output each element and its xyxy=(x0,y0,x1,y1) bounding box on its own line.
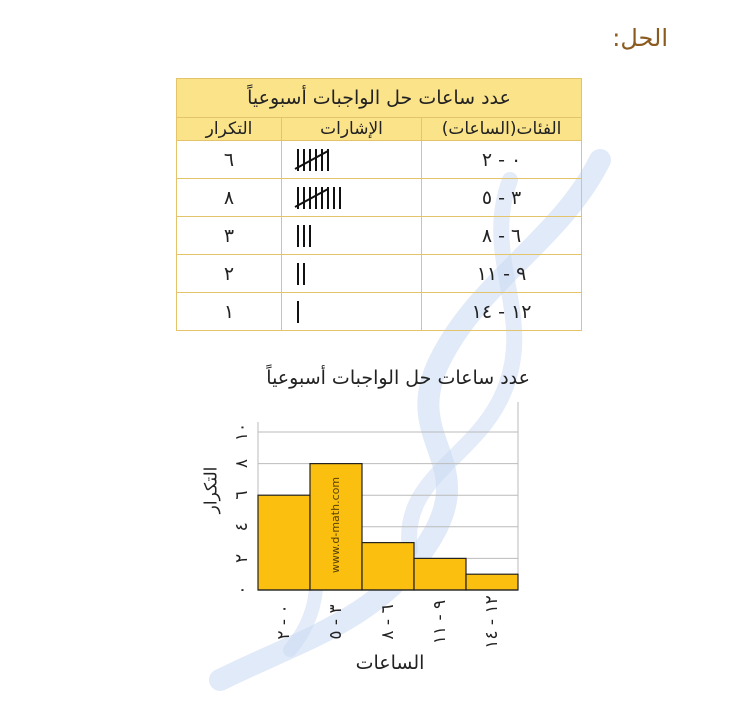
frequency-cell: ٣ xyxy=(177,217,282,255)
y-tick-label: ٢ xyxy=(232,553,252,563)
table-title: عدد ساعات حل الواجبات أسبوعياً xyxy=(177,79,582,118)
class-cell: ٦ - ٨ xyxy=(422,217,582,255)
chart-title: عدد ساعات حل الواجبات أسبوعياً xyxy=(266,367,530,389)
y-tick-label: ٨ xyxy=(232,459,252,469)
histogram-bar xyxy=(258,495,310,590)
class-cell: ٩ - ١١ xyxy=(422,255,582,293)
histogram-bar xyxy=(414,558,466,590)
x-tick-label: ١٢ - ١٤ xyxy=(482,595,502,649)
solution-heading: الحل: xyxy=(612,24,668,52)
y-tick-label: ٠ xyxy=(232,585,252,595)
frequency-cell: ٢ xyxy=(177,255,282,293)
class-cell: ٠ - ٢ xyxy=(422,141,582,179)
histogram-bar xyxy=(466,574,518,590)
chart-annotation: www.d-math.com xyxy=(329,476,342,574)
header-classes: الفئات(الساعات) xyxy=(422,118,582,141)
x-tick-label: ٦ - ٨ xyxy=(378,604,398,640)
header-tally: الإشارات xyxy=(282,118,422,141)
y-tick-label: ٦ xyxy=(232,490,252,500)
frequency-cell: ٦ xyxy=(177,141,282,179)
x-tick-label: ٣ - ٥ xyxy=(326,604,346,640)
histogram-bar xyxy=(362,543,414,590)
y-axis-label: التكرار xyxy=(201,466,222,514)
x-tick-label: ٩ - ١١ xyxy=(430,599,450,645)
x-axis-label: الساعات xyxy=(355,652,425,674)
y-tick-label: ٤ xyxy=(232,522,252,532)
frequency-cell: ٨ xyxy=(177,179,282,217)
class-cell: ١٢ - ١٤ xyxy=(422,293,582,331)
x-tick-label: ٠ - ٢ xyxy=(274,604,294,640)
class-cell: ٣ - ٥ xyxy=(422,179,582,217)
y-tick-label: ١٠ xyxy=(232,422,252,442)
frequency-cell: ١ xyxy=(177,293,282,331)
header-frequency: التكرار xyxy=(177,118,282,141)
